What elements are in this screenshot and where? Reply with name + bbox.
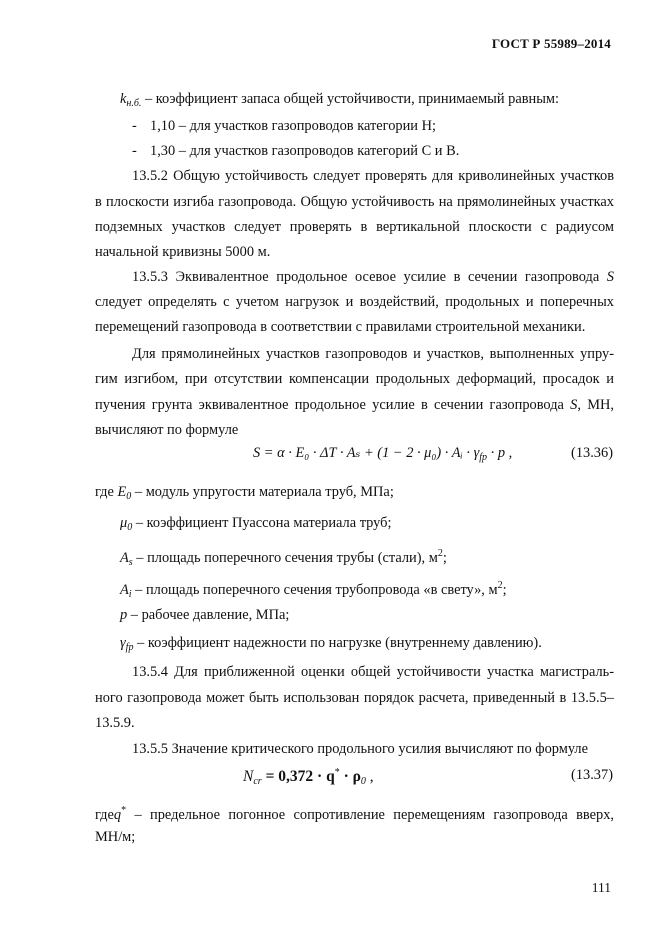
subscript: fp — [479, 452, 488, 463]
superscript: 2 — [497, 580, 503, 591]
symbol: A — [120, 550, 129, 566]
paragraph-line — [95, 396, 614, 414]
where-text: – коэффициент Пуассона материала труб; — [132, 515, 392, 531]
paragraph-line: перемещений газопровода в соответствии с правилами строительной механики. — [95, 319, 586, 335]
symbol: q — [113, 807, 122, 823]
where-text: – площадь поперечного сечения трубы (стали), м — [132, 550, 438, 566]
symbol: S — [570, 397, 578, 413]
paragraph-line: 13.5.5 Значение критического продольного усилия вычисляют по формуле — [132, 741, 588, 757]
paragraph-line: ного газопровода может быть использован порядок расчета, приведенный в 13.5.5– — [95, 690, 614, 706]
where-line — [120, 514, 639, 537]
paragraph-text: пучения грунта эквивалентное продольное усилие в сечении газопровода — [95, 397, 564, 413]
superscript: 2 — [437, 548, 443, 559]
subscript: 0 — [360, 776, 366, 787]
symbol: A — [120, 582, 129, 598]
symbol: N — [243, 768, 254, 785]
bullet-dash: - — [132, 143, 137, 159]
paragraph-line: 13.5.9. — [95, 715, 135, 731]
definition-text: – коэффициент запаса общей устойчивости, принимаемый равным: — [141, 91, 559, 107]
subscript: s — [128, 557, 133, 568]
where-line — [120, 577, 639, 604]
paragraph-line: гим изгибом, при отсутствии компенсации продольных деформаций, просадок и — [95, 371, 614, 387]
symbol: S — [606, 269, 614, 285]
where-text: – предельное погонное сопротивление перемещениям газопровода вверх, — [126, 807, 614, 823]
paragraph-line: МН/м; — [95, 829, 136, 845]
page-number: 111 — [591, 880, 611, 895]
paragraph-line: 13.5.2 Общую устойчивость следует проверять для криволинейных участков — [132, 168, 614, 184]
where-line — [120, 606, 639, 624]
paragraph-line: Для прямолинейных участков газопроводов и участков, выполненных упру- — [132, 346, 614, 362]
equation-number: (13.36) — [571, 445, 613, 461]
where-text: – модуль упругости материала труб, МПа; — [131, 484, 394, 500]
equation — [253, 445, 512, 463]
list-item-text: 1,30 – для участков газопроводов категорий С и В. — [150, 143, 460, 159]
paragraph-line — [132, 268, 614, 286]
equation — [243, 767, 374, 787]
superscript: * — [121, 805, 127, 816]
subscript: cr — [253, 776, 262, 787]
subscript: fp — [125, 642, 134, 653]
paragraph-line: следует определять с учетом нагрузок и воздействий, продольных и поперечных — [95, 294, 614, 310]
symbol: E — [117, 484, 127, 500]
where-label: где — [95, 484, 118, 500]
equation-body: · ρ — [339, 768, 361, 785]
symbol: γ — [120, 635, 126, 651]
equation-body: , — [365, 768, 374, 785]
document-header: ГОСТ Р 55989–2014 — [491, 36, 611, 51]
subscript: i — [128, 589, 132, 600]
where-line — [95, 483, 614, 506]
where-text: – рабочее давление, МПа; — [127, 607, 290, 623]
where-text: – коэффициент надежности по нагрузке (внутреннему давлению). — [133, 635, 542, 651]
list-item — [132, 142, 651, 160]
definition-line — [120, 90, 639, 113]
equation-body: = 0,372 · q — [261, 768, 335, 785]
where-line — [95, 802, 614, 824]
paragraph-text: 13.5.3 Эквивалентное продольное осевое усилие в сечении газопровода — [132, 269, 600, 285]
list-item — [132, 117, 651, 135]
subscript: 0 — [127, 522, 133, 533]
equation-body: · p , — [487, 445, 513, 461]
paragraph-line: подземных участков следует проверять в вертикальной плоскости с радиусом — [95, 219, 614, 235]
where-line — [120, 545, 639, 572]
symbol: k — [120, 91, 127, 107]
subscript: н.б. — [126, 98, 142, 109]
symbol: p — [120, 607, 128, 623]
paragraph-line: в плоскости изгиба газопровода. Общую устойчивость на прямолинейных участках — [95, 194, 614, 210]
equation-number: (13.37) — [571, 767, 613, 783]
list-item-text: 1,10 – для участков газопроводов категории Н; — [150, 118, 436, 134]
equation-body: S = α · E₀ · ΔT · Aₛ + (1 − 2 · μ₀) · Aᵢ · γ — [253, 445, 480, 461]
paragraph-line: вычисляют по формуле — [95, 422, 239, 438]
subscript: 0 — [126, 491, 132, 502]
where-text: – площадь поперечного сечения трубопровода «в свету», м — [131, 582, 498, 598]
where-text: ; — [442, 550, 447, 566]
superscript: * — [334, 767, 340, 778]
paragraph-line: начальной кривизны 5000 м. — [95, 244, 271, 260]
bullet-dash: - — [132, 118, 137, 134]
paragraph-text: , МН, — [577, 397, 614, 413]
symbol: μ — [120, 515, 128, 531]
where-line — [120, 634, 639, 657]
where-label: где — [95, 807, 114, 823]
paragraph-line: 13.5.4 Для приближенной оценки общей устойчивости участка магистраль- — [132, 664, 614, 680]
where-text: ; — [502, 582, 507, 598]
